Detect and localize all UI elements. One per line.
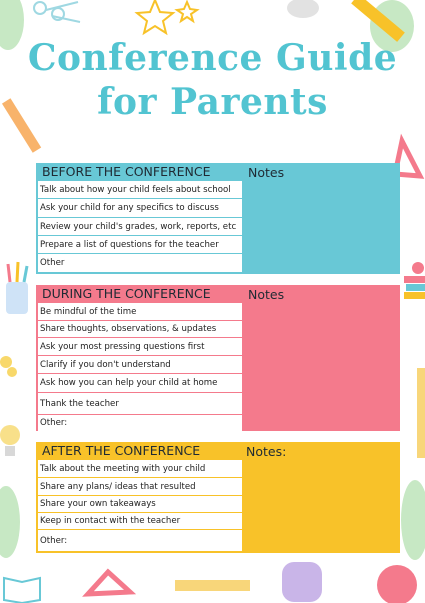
notes-label: Notes:: [246, 444, 287, 459]
list-item: Other:: [40, 535, 68, 546]
list-item: Be mindful of the time: [38, 303, 242, 321]
checklist: [38, 181, 242, 272]
books-icon: [404, 262, 425, 299]
notes-label: Notes: [248, 165, 285, 180]
list-item: Ask your most pressing questions first: [38, 338, 242, 356]
list-item: Other:: [40, 418, 68, 428]
list-item: Ask your child for any specifics to discuss: [38, 199, 242, 218]
section-header: AFTER THE CONFERENCE: [42, 443, 201, 458]
list-item: Share any plans/ ideas that resulted: [38, 478, 242, 496]
list-item: Clarify if you don't understand: [38, 356, 242, 374]
backpack-icon: [282, 562, 322, 602]
list-item: Share thoughts, observations, & updates: [38, 321, 242, 338]
apple-icon: [377, 565, 417, 603]
title-line-2: for Parents: [97, 81, 328, 123]
ruler-side-icon: [417, 368, 425, 458]
title-line-1: Conference Guide: [27, 37, 398, 79]
open-book-icon: [4, 578, 40, 603]
star-icon: [137, 0, 197, 33]
list-item: Other: [40, 258, 65, 268]
list-item: Thank the teacher: [38, 393, 242, 415]
during-conference-section: [36, 285, 400, 431]
page-title: [0, 36, 425, 124]
lightbulb-icon: [0, 425, 20, 456]
before-conference-section: [36, 163, 400, 274]
list-item: Keep in contact with the teacher: [38, 513, 242, 530]
after-conference-section: [36, 442, 400, 553]
section-header: BEFORE THE CONFERENCE: [42, 164, 211, 179]
list-item: Prepare a list of questions for the teacher: [38, 236, 242, 254]
section-header: DURING THE CONFERENCE: [42, 286, 211, 301]
list-item: Talk about how your child feels about school: [38, 181, 242, 199]
pencil-cup-icon: [6, 262, 28, 314]
ruler-bottom-icon: [175, 580, 250, 591]
list-item: Ask how you can help your child at home: [38, 374, 242, 393]
checklist: [38, 460, 242, 551]
scissors-icon: [34, 2, 80, 22]
list-item: Review your child's grades, work, reports, etc: [38, 218, 242, 236]
list-item: Talk about the meeting with your child: [38, 460, 242, 478]
checklist: [38, 303, 242, 431]
flower-icon: [0, 356, 17, 377]
notes-label: Notes: [248, 287, 285, 302]
list-item: Share your own takeaways: [38, 496, 242, 513]
